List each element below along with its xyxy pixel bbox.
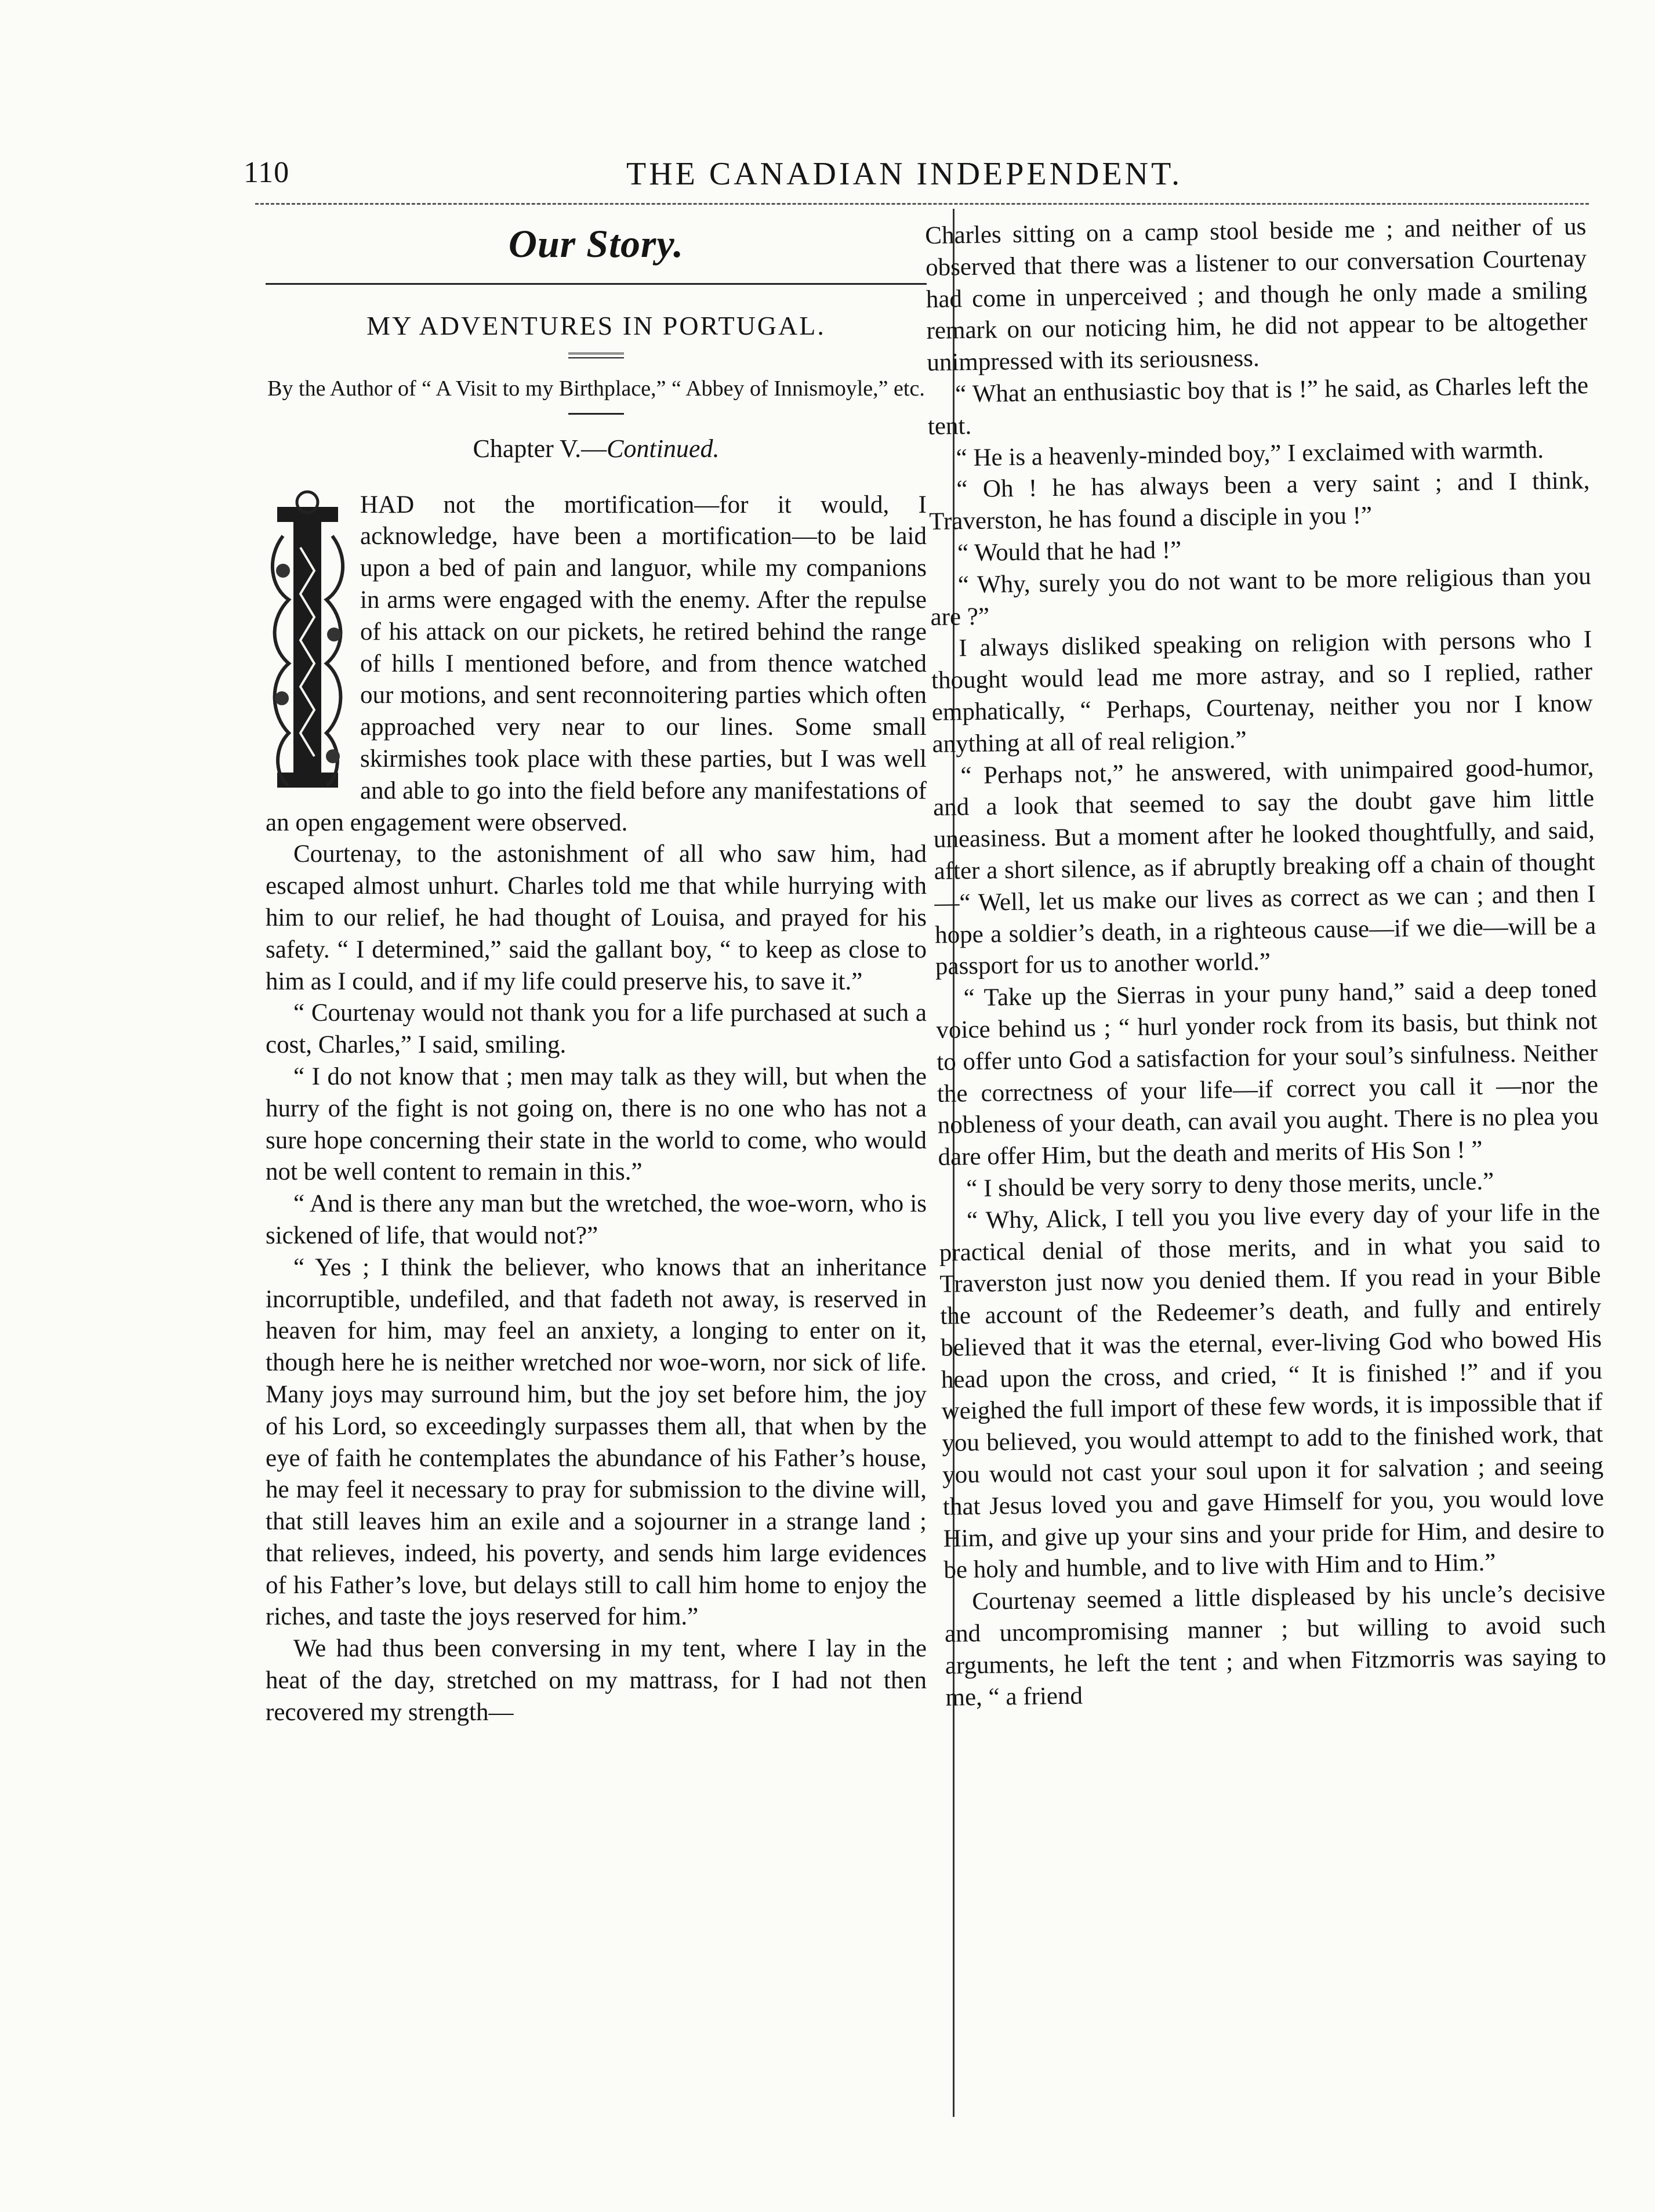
paragraph: “ Would that he had !” (957, 536, 1182, 567)
title-rule (568, 353, 624, 358)
left-column (266, 215, 927, 1729)
paragraph: “ Courtenay would not thank you for a life purchased at such a cost, Charles,” I said, smiling. (266, 999, 927, 1059)
paragraph: I always disliked speaking on religion with persons who I thought would lead me more astray, and so I replied, rather emphatically, “ Perhaps, Courtenay, neither you nor I know anything at all of real religion.” (931, 626, 1594, 758)
header-rule (255, 203, 1589, 205)
chapter-continued: Continued. (607, 434, 720, 463)
paragraph: “ Why, Alick, I tell you you live every day of your life in the practical denial of those merits, and in what you said to Traverston just now you denied them. If you read in your Bible the account of the Redeemer’s death, and fully and entirely believed that it was the eternal, ever-living God who bowed His head upon the cross, and cried, “ It is finished !” and if you weighed the full import of these few words, it is impossible that if you believed, you would attempt to add to the finished work, that you would not cast your soul upon it for salvation ; and seeing that Jesus loved you and gave Himself for you, you would love Him, and give up your sins and your pride for Him, and desire to be holy and humble, and to live with Him and to Him.” (939, 1198, 1605, 1584)
paragraph: “ I should be very sorry to deny those merits, uncle.” (966, 1167, 1494, 1203)
paragraph: “ He is a heavenly-minded boy,” I exclaimed with warmth. (956, 436, 1544, 472)
paragraph: “ Take up the Sierras in your puny hand,” said a deep toned voice behind us ; “ hurl yonder rock from its basis, but think not to offer unto God a satisfaction for your soul’s sinfulness. Neither the correctness of your life—if correct you call it —nor the nobleness of your death, can avail you aught. There is no plea you dare offer Him, but the death and merits of His Son ! ” (936, 976, 1599, 1171)
ornamental-dropcap-i (266, 489, 350, 803)
right-column (925, 211, 1607, 1714)
paragraph: “ Perhaps not,” he answered, with unimpaired good-humor, and a look that seemed to say the doubt gave him little uneasiness. But a moment after he looked thoughtfully, and said, after a short silence, as if abruptly breaking off a chain of thought—“ Well, let us make our lives as correct as we can ; and then I hope a soldier’s death, in a righteous cause—if we die—will be a passport for us to another world.” (932, 753, 1596, 981)
dropcap-ornament-icon (266, 489, 350, 803)
chapter-label: Chapter V.— (473, 434, 607, 463)
paragraph: Courtenay seemed a little displeased by his uncle’s decisive and uncompromising manner ; but willing to avoid such arguments, he left the tent ; and when Fitzmorris was saying to me, “ a friend (944, 1579, 1607, 1711)
page-number: 110 (244, 156, 290, 189)
byline: By the Author of “ A Visit to my Birthplace,” “ Abbey of Innismoyle,” etc. (267, 376, 925, 401)
paragraph: “ And is there any man but the wretched, the woe-worn, who is sickened of life, that would not?” (266, 1190, 927, 1249)
paragraph-opening: HAD not the mortification—for it would, I acknowledge, have been a mortification—to be laid upon a bed of pain and languor, while my companions in arms were engaged with the enemy. After the repulse of his attack on our pickets, he retired behind the range of hills I mentioned before, and from thence watched our motions, and sent reconnoitering parties which often approached very near to our lines. Some small skirmishes took place with these parties, but I was well and able to go into the field before any manifestations of an open engagement were observed. (266, 491, 927, 836)
paragraph: We had thus been conversing in my tent, where I lay in the heat of the day, stretched on my mattrass, for I had not then recovered my strength— (266, 1635, 927, 1726)
paragraph: “ I do not know that ; men may talk as they will, but when the hurry of the fight is not going on, there is no one who has not a sure hope concerning their state in the world to come, who would not be well content to remain in this.” (266, 1063, 927, 1186)
paragraph: “ Oh ! he has always been a very saint ; and I think, Traverston, he has found a disciple in you !” (928, 467, 1590, 536)
byline-rule (568, 413, 624, 415)
page-header (244, 155, 1195, 196)
paragraph: Charles sitting on a camp stool beside me ; and neither of us observed that there was a listener to our conversation Courtenay had come in unperceived ; and though he only made a smiling remark on our noticing him, he did not appear to be altogether unimpressed with its seriousness. (925, 213, 1588, 377)
paragraph: Courtenay, to the astonishment of all who saw him, had escaped almost unhurt. Charles told me that while hurrying with him to our relief, he had thought of Louisa, and prayed for his safety. “ I determined,” said the gallant boy, “ to keep as close to him as I could, and if my life could preserve his, to save it.” (266, 840, 927, 995)
opening-section (266, 489, 927, 839)
story-title: MY ADVENTURES IN PORTUGAL. (366, 311, 826, 340)
paragraph: “ Yes ; I think the believer, who knows that an inheritance incorruptible, undefiled, and that fadeth not away, is reserved in heaven for him, may feel an anxiety, a longing to enter on it, though here he is neither wretched nor woe-worn, nor sick of life. Many joys may surround him, but the joy set before him, the joy of his Lord, so exceedingly surpasses them all, that when by the eye of faith he contemplates the abundance of his Father’s house, he may feel it necessary to pray for submission to the divine will, that still leaves him an exile and a sojourner in a strange land ; that relieves, indeed, his poverty, and sends him large evidences of his Father’s love, but delays still to call him home to enjoy the riches, and taste the joys reserved for him.” (266, 1253, 927, 1631)
paragraph: “ What an enthusiastic boy that is !” he said, as Charles left the tent. (927, 372, 1589, 440)
section-rule (266, 283, 927, 285)
running-title: THE CANADIAN INDEPENDENT. (626, 156, 1183, 192)
section-title: Our Story. (508, 222, 684, 266)
chapter-heading (266, 433, 927, 465)
paragraph: “ Why, surely you do not want to be more religious than you are ?” (930, 562, 1592, 631)
